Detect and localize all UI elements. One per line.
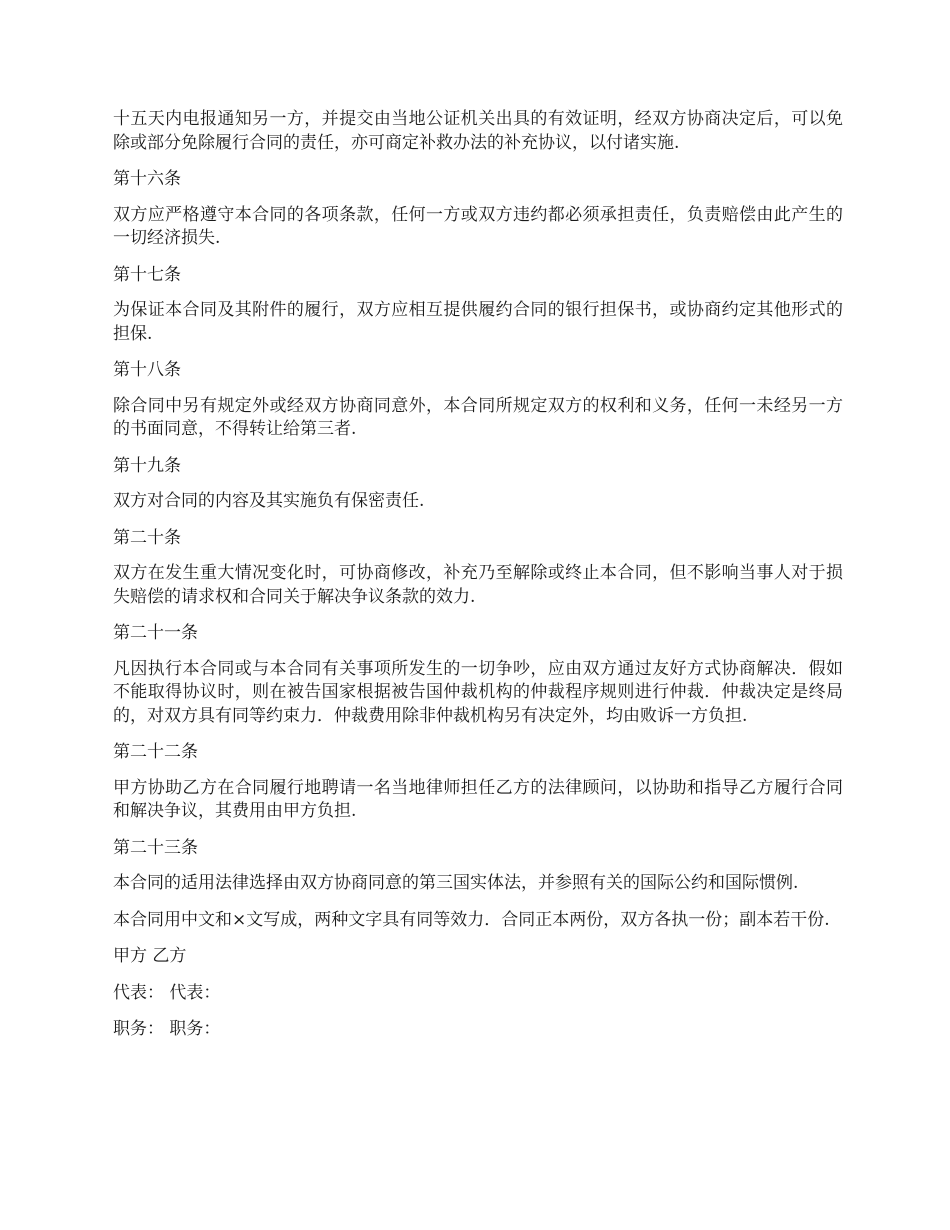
article-22-text: 甲方协助乙方在合同履行地聘请一名当地律师担任乙方的法律顾问，以协助和指导乙方履行合同和解决争议，其费用由甲方负担.: [113, 777, 843, 821]
article-21-text: 凡因执行本合同或与本合同有关事项所发生的一切争吵，应由双方通过友好方式协商解决．假如不能取得协议时，则在被告国家根据被告国仲裁机构的仲裁程序规则进行仲裁．仲裁决定是终局的，对双方具有同等约束力．仲裁费用除非仲裁机构另有决定外，均由败诉一方负担.: [113, 658, 843, 726]
article-18-text: 除合同中另有规定外或经双方协商同意外，本合同所规定双方的权利和义务，任何一未经另一方的书面同意，不得转让给第三者.: [113, 395, 843, 439]
article-16-heading: 第十六条: [113, 169, 181, 189]
article-18-heading: 第十八条: [113, 360, 181, 380]
article-20-heading: 第二十条: [113, 527, 181, 548]
language-copies-clause: 本合同用中文和×文写成，两种文字具有同等效力．合同正本两份，双方各执一份；副本若干份.: [113, 909, 830, 930]
article-16-text: 双方应严格遵守本合同的各项条款，任何一方或双方违约都必须承担责任，负责赔偿由此产生的一切经济损失.: [113, 204, 843, 248]
article-20-text: 双方在发生重大情况变化时，可协商修改，补充乃至解除或终止本合同，但不影响当事人对于损失赔偿的请求权和合同关于解决争议条款的效力.: [113, 563, 843, 607]
article-17-heading: 第十七条: [113, 264, 181, 285]
article-22-heading: 第二十二条: [113, 742, 198, 762]
article-23-text: 本合同的适用法律选择由双方协商同意的第三国实体法，并参照有关的国际公约和国际惯例.: [113, 873, 799, 893]
article-19-heading: 第十九条: [113, 455, 181, 476]
paragraph-force-majeure-continuation: 十五天内电报通知另一方，并提交由当地公证机关出具的有效证明，经双方协商决定后，可以免除或部分免除履行合同的责任，亦可商定补救办法的补充协议，以付诸实施.: [113, 109, 843, 153]
signature-position-line: 职务： 职务：: [113, 1019, 221, 1039]
article-19-text: 双方对合同的内容及其实施负有保密责任.: [113, 491, 425, 511]
document-page: [113, 108, 843, 1055]
signature-representative-line: 代表： 代表：: [113, 982, 221, 1003]
article-17-text: 为保证本合同及其附件的履行，双方应相互提供履约合同的银行担保书，或协商约定其他形式的担保.: [113, 300, 843, 344]
signature-parties-line: 甲方 乙方: [113, 946, 187, 966]
article-23-heading: 第二十三条: [113, 837, 198, 858]
article-21-heading: 第二十一条: [113, 623, 198, 643]
